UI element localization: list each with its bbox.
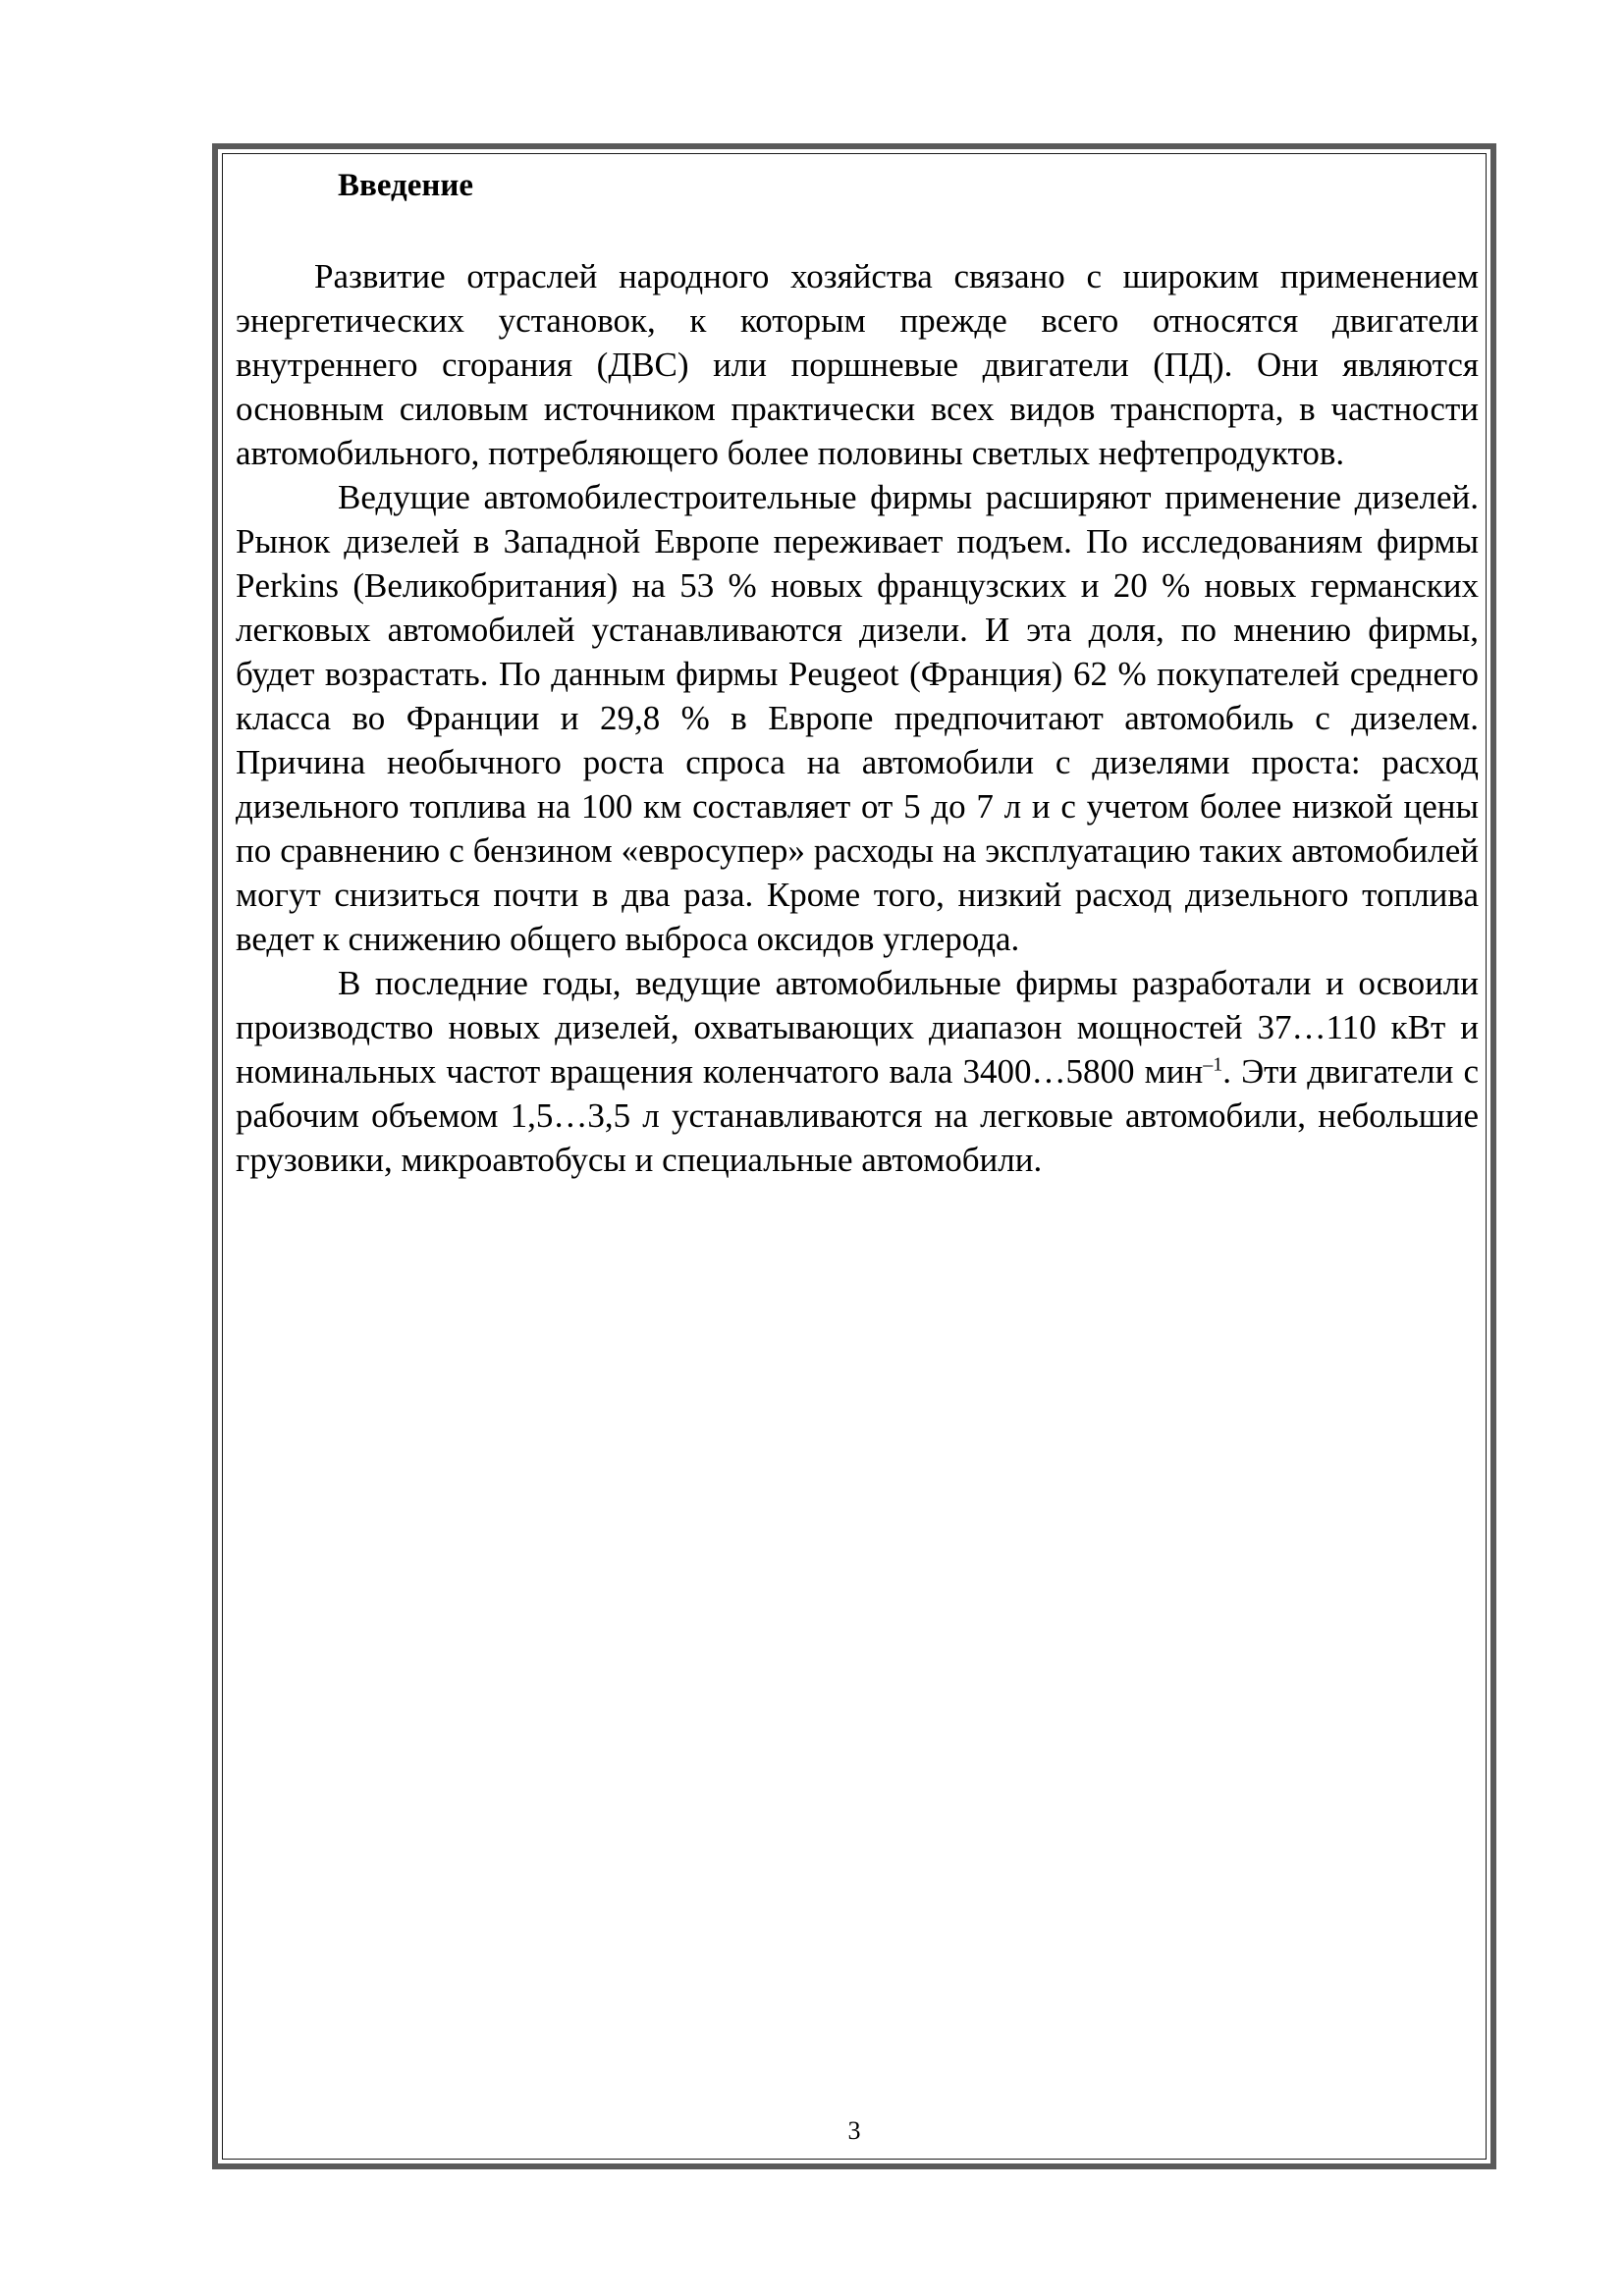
unit-superscript: –1 [1203, 1053, 1223, 1076]
page-frame [212, 143, 1496, 2169]
paragraph-3-text-after: . Эти двигатели с рабочим объемом 1,5…3,5 л устанавливаются на легковые автомобили, небольшие грузовики, микроавтобусы и специальные автомобили. [236, 1052, 1479, 1179]
paragraph-3 [236, 961, 1479, 1182]
paragraph-3-text-before: В последние годы, ведущие автомобильные фирмы разработали и освоили производство новых дизелей, охватывающих диапазон мощностей 37…110 кВт и номинальных частот вращения коленчатого вала 3400…5800 мин [236, 964, 1479, 1091]
paragraph-1: Развитие отраслей народного хозяйства связано с широким применением энергетических установок, к которым прежде всего относятся двигатели внутреннего сгорания (ДВС) или поршневые двигатели (ПД). Они являются основным силовым источником практически всех видов транспорта, в частности автомобильного, потребляющего более половины светлых нефтепродуктов. [236, 257, 1479, 472]
document-content [236, 163, 1479, 1182]
section-heading: Введение [338, 168, 474, 203]
page-number: 3 [847, 2116, 861, 2145]
paragraph-2: Ведущие автомобилестроительные фирмы расширяют применение дизелей. Рынок дизелей в Западной Европе переживает подъем. По исследованиям фирмы Perkins (Великобритания) на 53 % новых французских и 20 % новых германских легковых автомобилей устанавливаются дизели. И эта доля, по мнению фирмы, будет возрастать. По данным фирмы Peugeot (Франция) 62 % покупателей среднего класса во Франции и 29,8 % в Европе предпочитают автомобиль с дизелем. Причина необычного роста спроса на автомобили с дизелями проста: расход дизельного топлива на 100 км составляет от 5 до 7 л и с учетом более низкой цены по сравнению с бензином «евросупер» расходы на эксплуатацию таких автомобилей могут снизиться почти в два раза. Кроме того, низкий расход дизельного топлива ведет к снижению общего выброса оксидов углерода. [236, 478, 1479, 958]
